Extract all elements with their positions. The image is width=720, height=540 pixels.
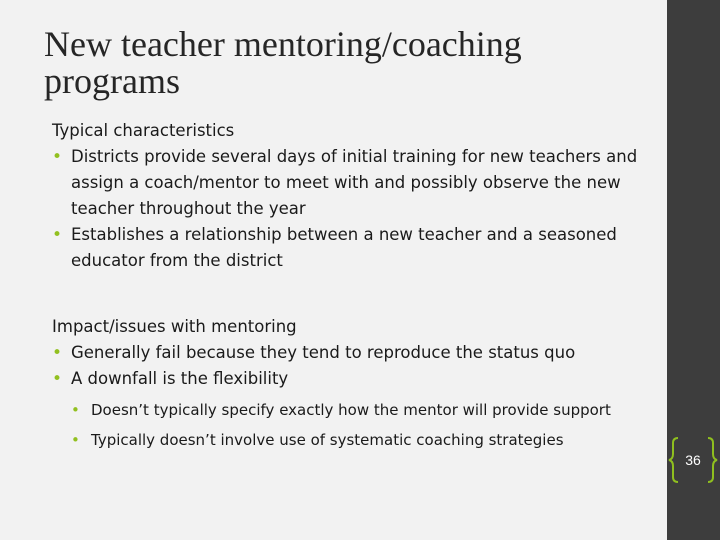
section-heading-impact: Impact/issues with mentoring — [52, 317, 297, 336]
bullet-text: Establishes a relationship between a new teacher and a seasoned educator from the district — [71, 225, 617, 270]
characteristics-list — [52, 144, 652, 274]
characteristics-section — [52, 118, 652, 274]
list-item — [52, 340, 652, 366]
bullet-dot-icon: • — [52, 147, 63, 167]
list-item — [52, 366, 652, 392]
section-heading-characteristics: Typical characteristics — [52, 121, 235, 140]
sub-bullet-text: Typically doesn’t involve use of systematic coaching strategies — [91, 431, 564, 449]
page-number-badge — [668, 434, 718, 486]
list-item — [52, 144, 652, 222]
slide-title: New teacher mentoring/coaching programs — [44, 24, 522, 101]
slide-body — [52, 118, 652, 459]
sub-list-item — [71, 399, 652, 421]
impact-sub-list — [52, 399, 652, 451]
impact-section — [52, 314, 652, 451]
page-number: 36 — [685, 452, 701, 468]
bullet-dot-icon: • — [52, 343, 63, 363]
impact-list — [52, 340, 652, 392]
bullet-dot-icon: • — [71, 401, 80, 419]
list-item — [52, 222, 652, 274]
sub-list-item — [71, 429, 652, 451]
bullet-text: Generally fail because they tend to reproduce the status quo — [71, 343, 576, 362]
bullet-text: Districts provide several days of initial training for new teachers and assign a coach/mentor to meet with and possibly observe the new teacher throughout the year — [71, 147, 638, 218]
sub-bullet-text: Doesn’t typically specify exactly how the mentor will provide support — [91, 401, 611, 419]
bullet-dot-icon: • — [71, 431, 80, 449]
bullet-dot-icon: • — [52, 369, 63, 389]
bullet-text: A downfall is the flexibility — [71, 369, 289, 388]
bullet-dot-icon: • — [52, 225, 63, 245]
